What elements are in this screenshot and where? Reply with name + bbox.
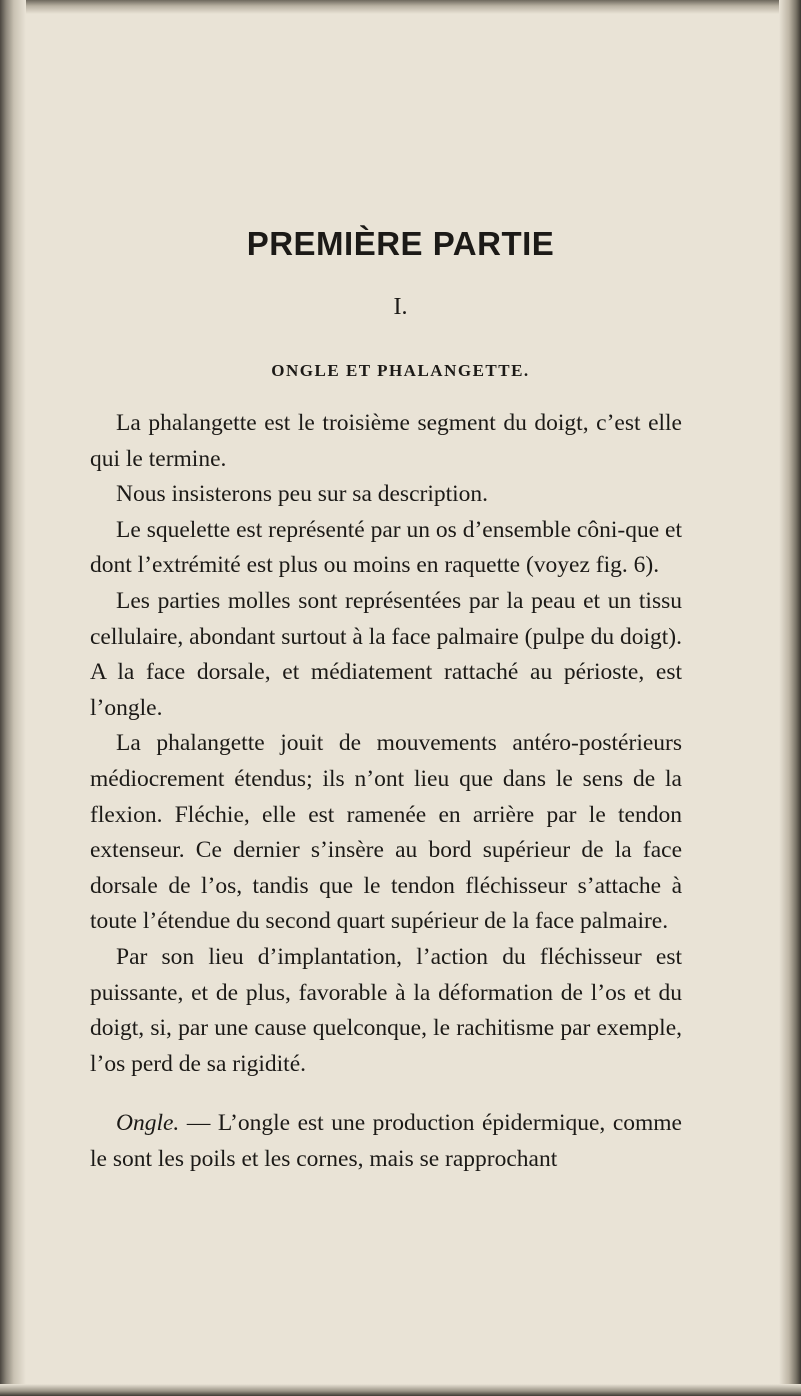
paragraph-6: Par son lieu d’implantation, l’action du fléchisseur est puissante, et de plus, favorable à la déformation de l’os et du doigt, si, par une cause quelconque, le rachitisme par exemple, l’os perd de sa rigidité. xyxy=(90,943,682,1077)
chapter-number: I. xyxy=(393,294,408,320)
paragraph-5: La phalangette jouit de mouvements antéro-postérieurs médiocrement étendus; ils n’ont lieu que dans le sens de la flexion. Fléchie, elle est ramenée en arrière par le tendon extenseur. Ce dernier s’insère au bord supérieur de la face dorsale de l’os, tandis que le tendon fléchisseur s’attache à toute l’étendue du second quart supérieur de la face palmaire. xyxy=(90,730,682,935)
ongle-lead: Ongle. xyxy=(116,1110,180,1137)
paragraph-3: Le squelette est représenté par un os d’ensemble côni-que et dont l’extrémité est plus ou moins en raquette (voyez fig. 6). xyxy=(90,516,682,579)
paragraph-2: Nous insisterons peu sur sa description. xyxy=(116,481,489,508)
page-right-edge xyxy=(779,0,801,1396)
paragraph-4: Les parties molles sont représentées par la peau et un tissu cellulaire, abondant surtout à la face palmaire (pulpe du doigt). A la face dorsale, et médiatement rattaché au périoste, est l’ongle. xyxy=(90,587,682,721)
page-bottom-edge xyxy=(0,1384,801,1396)
body-text xyxy=(90,406,682,1177)
paragraph-ongle xyxy=(90,1106,682,1177)
part-title: PREMIÈRE PARTIE xyxy=(246,225,555,262)
page-top-edge xyxy=(0,0,801,14)
paragraph-1: La phalangette est le troisième segment du doigt, c’est elle qui le termine. xyxy=(90,410,682,472)
page-left-edge xyxy=(0,0,26,1396)
ongle-text: — L’ongle est une production épidermique, comme le sont les poils et les cornes, mais se rapprochant xyxy=(90,1110,682,1172)
chapter-title: ONGLE ET PHALANGETTE. xyxy=(271,361,530,380)
